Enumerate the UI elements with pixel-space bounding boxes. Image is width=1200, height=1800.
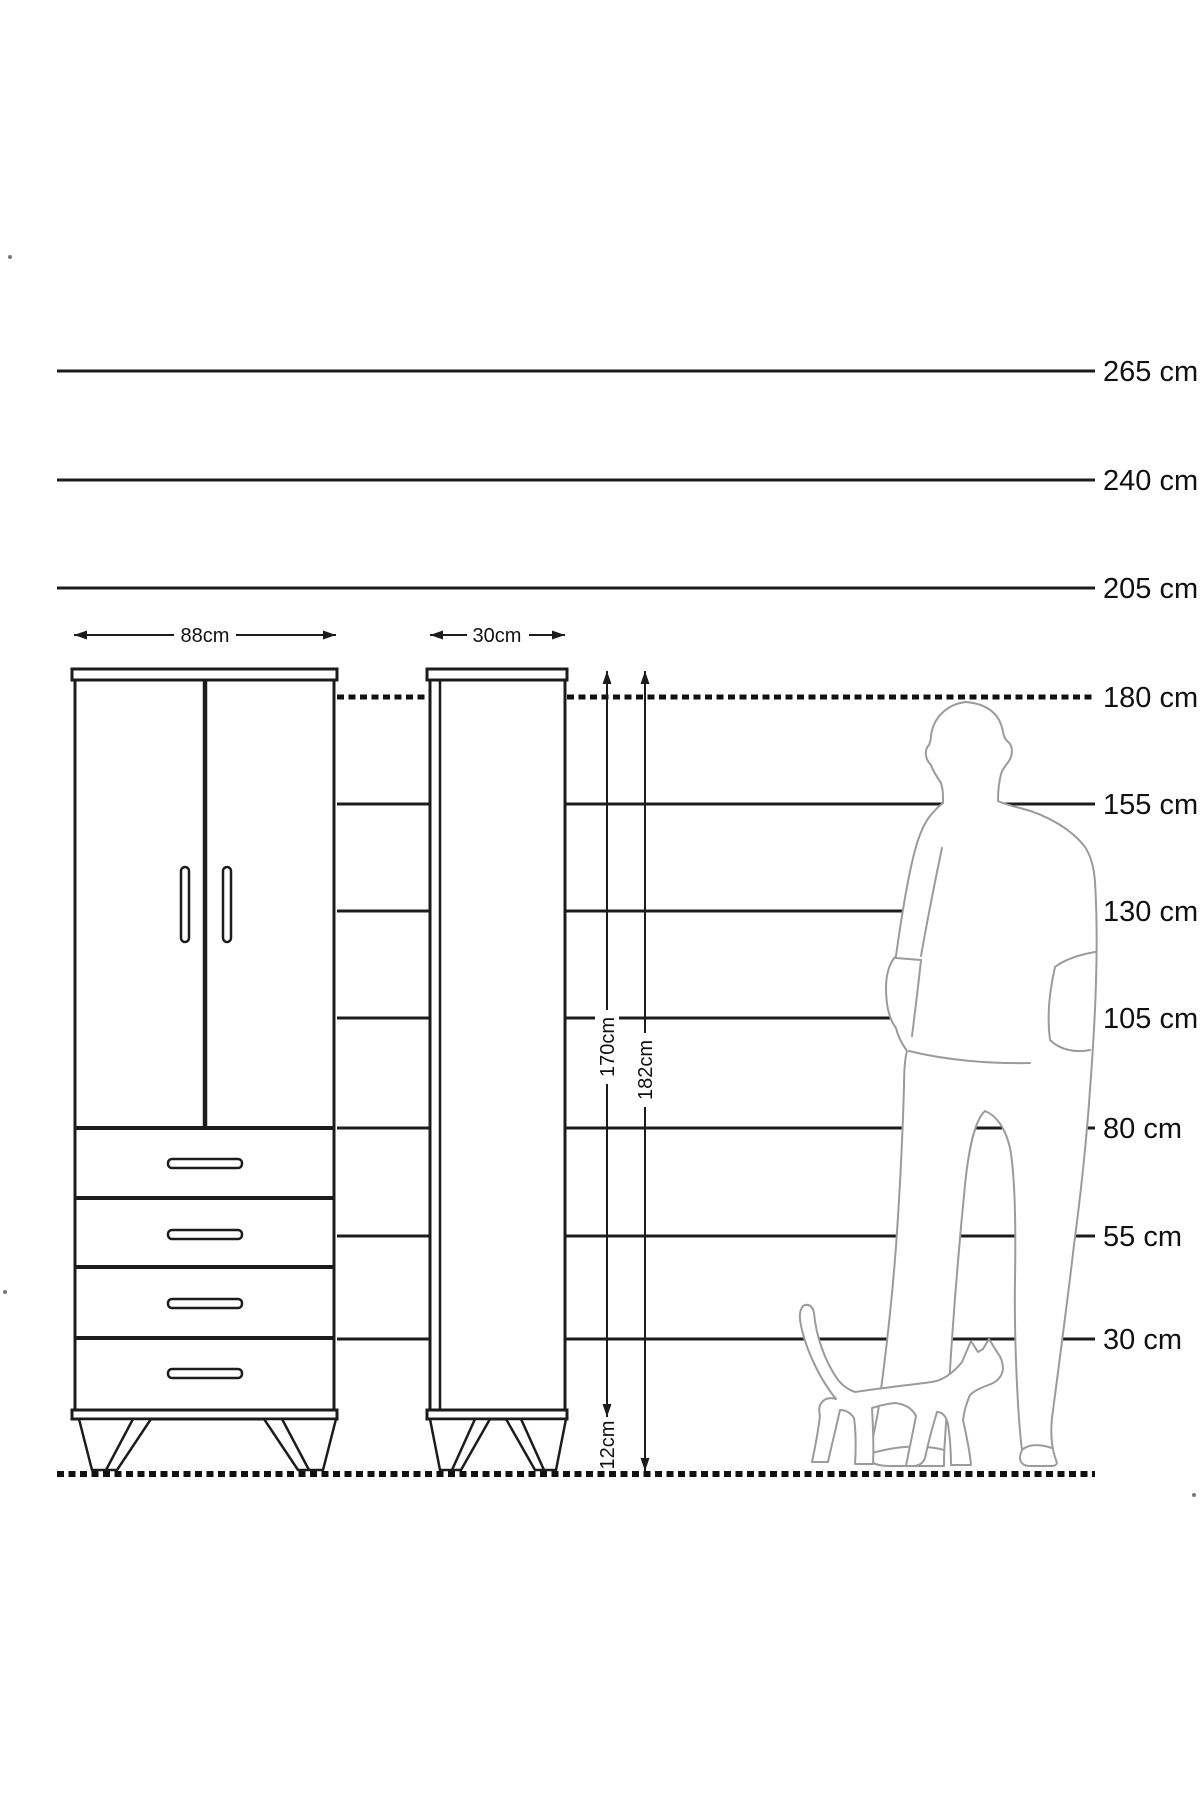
arrow-down-icon — [603, 1404, 612, 1417]
cabinet-top — [427, 669, 567, 680]
height-label-105: 105 cm — [1103, 1003, 1199, 1035]
height-label-130: 130 cm — [1103, 896, 1199, 928]
cabinet-leg-right — [506, 1419, 566, 1470]
cabinet — [427, 669, 567, 1470]
wardrobe-door-handle-left — [181, 867, 189, 942]
arrow-left-icon — [74, 631, 87, 640]
cabinet-body — [430, 680, 565, 1410]
height-label-265: 265 cm — [1103, 356, 1199, 388]
scan-speck-3 — [1192, 1493, 1196, 1497]
dim-wardrobe-width — [74, 620, 336, 648]
arrow-up-icon — [641, 671, 650, 684]
leg-height-label: 12cm — [597, 1420, 619, 1470]
dim-cabinet-width — [430, 620, 565, 648]
wardrobe-drawer-handle-2 — [168, 1230, 242, 1239]
wardrobe — [72, 669, 337, 1470]
arrow-down-icon — [641, 1458, 650, 1471]
wardrobe-drawer-handle-4 — [168, 1369, 242, 1378]
arrow-up-icon — [603, 671, 612, 684]
wardrobe-drawer-handle-3 — [168, 1299, 242, 1308]
height-label-30: 30 cm — [1103, 1324, 1182, 1356]
scan-speck-1 — [8, 255, 12, 259]
cabinet-width-label: 30cm — [472, 625, 522, 647]
cabinet-base — [427, 1410, 567, 1419]
height-label-80: 80 cm — [1103, 1113, 1182, 1145]
cabinet-height-label: 170cm — [597, 1016, 619, 1078]
wardrobe-base — [72, 1410, 337, 1419]
wardrobe-width-label: 88cm — [180, 625, 230, 647]
wardrobe-leg-left — [79, 1419, 151, 1470]
height-label-180: 180 cm — [1103, 682, 1199, 714]
arrow-right-icon — [552, 631, 565, 640]
dim-cabinet-height — [595, 671, 619, 1417]
wardrobe-leg-right — [264, 1419, 336, 1470]
cabinet-leg-left — [430, 1419, 490, 1470]
arrow-left-icon — [430, 631, 443, 640]
height-label-240: 240 cm — [1103, 465, 1199, 497]
height-label-205: 205 cm — [1103, 573, 1199, 605]
dim-total-height — [633, 671, 657, 1471]
dim-leg-height — [595, 1419, 619, 1471]
arrow-right-icon — [323, 631, 336, 640]
total-height-label: 182cm — [635, 1039, 657, 1101]
height-label-55: 55 cm — [1103, 1221, 1182, 1253]
wardrobe-drawer-handle-1 — [168, 1159, 242, 1168]
wardrobe-door-handle-right — [223, 867, 231, 942]
scan-speck-2 — [3, 1290, 7, 1294]
wardrobe-top — [72, 669, 337, 680]
height-label-155: 155 cm — [1103, 789, 1199, 821]
